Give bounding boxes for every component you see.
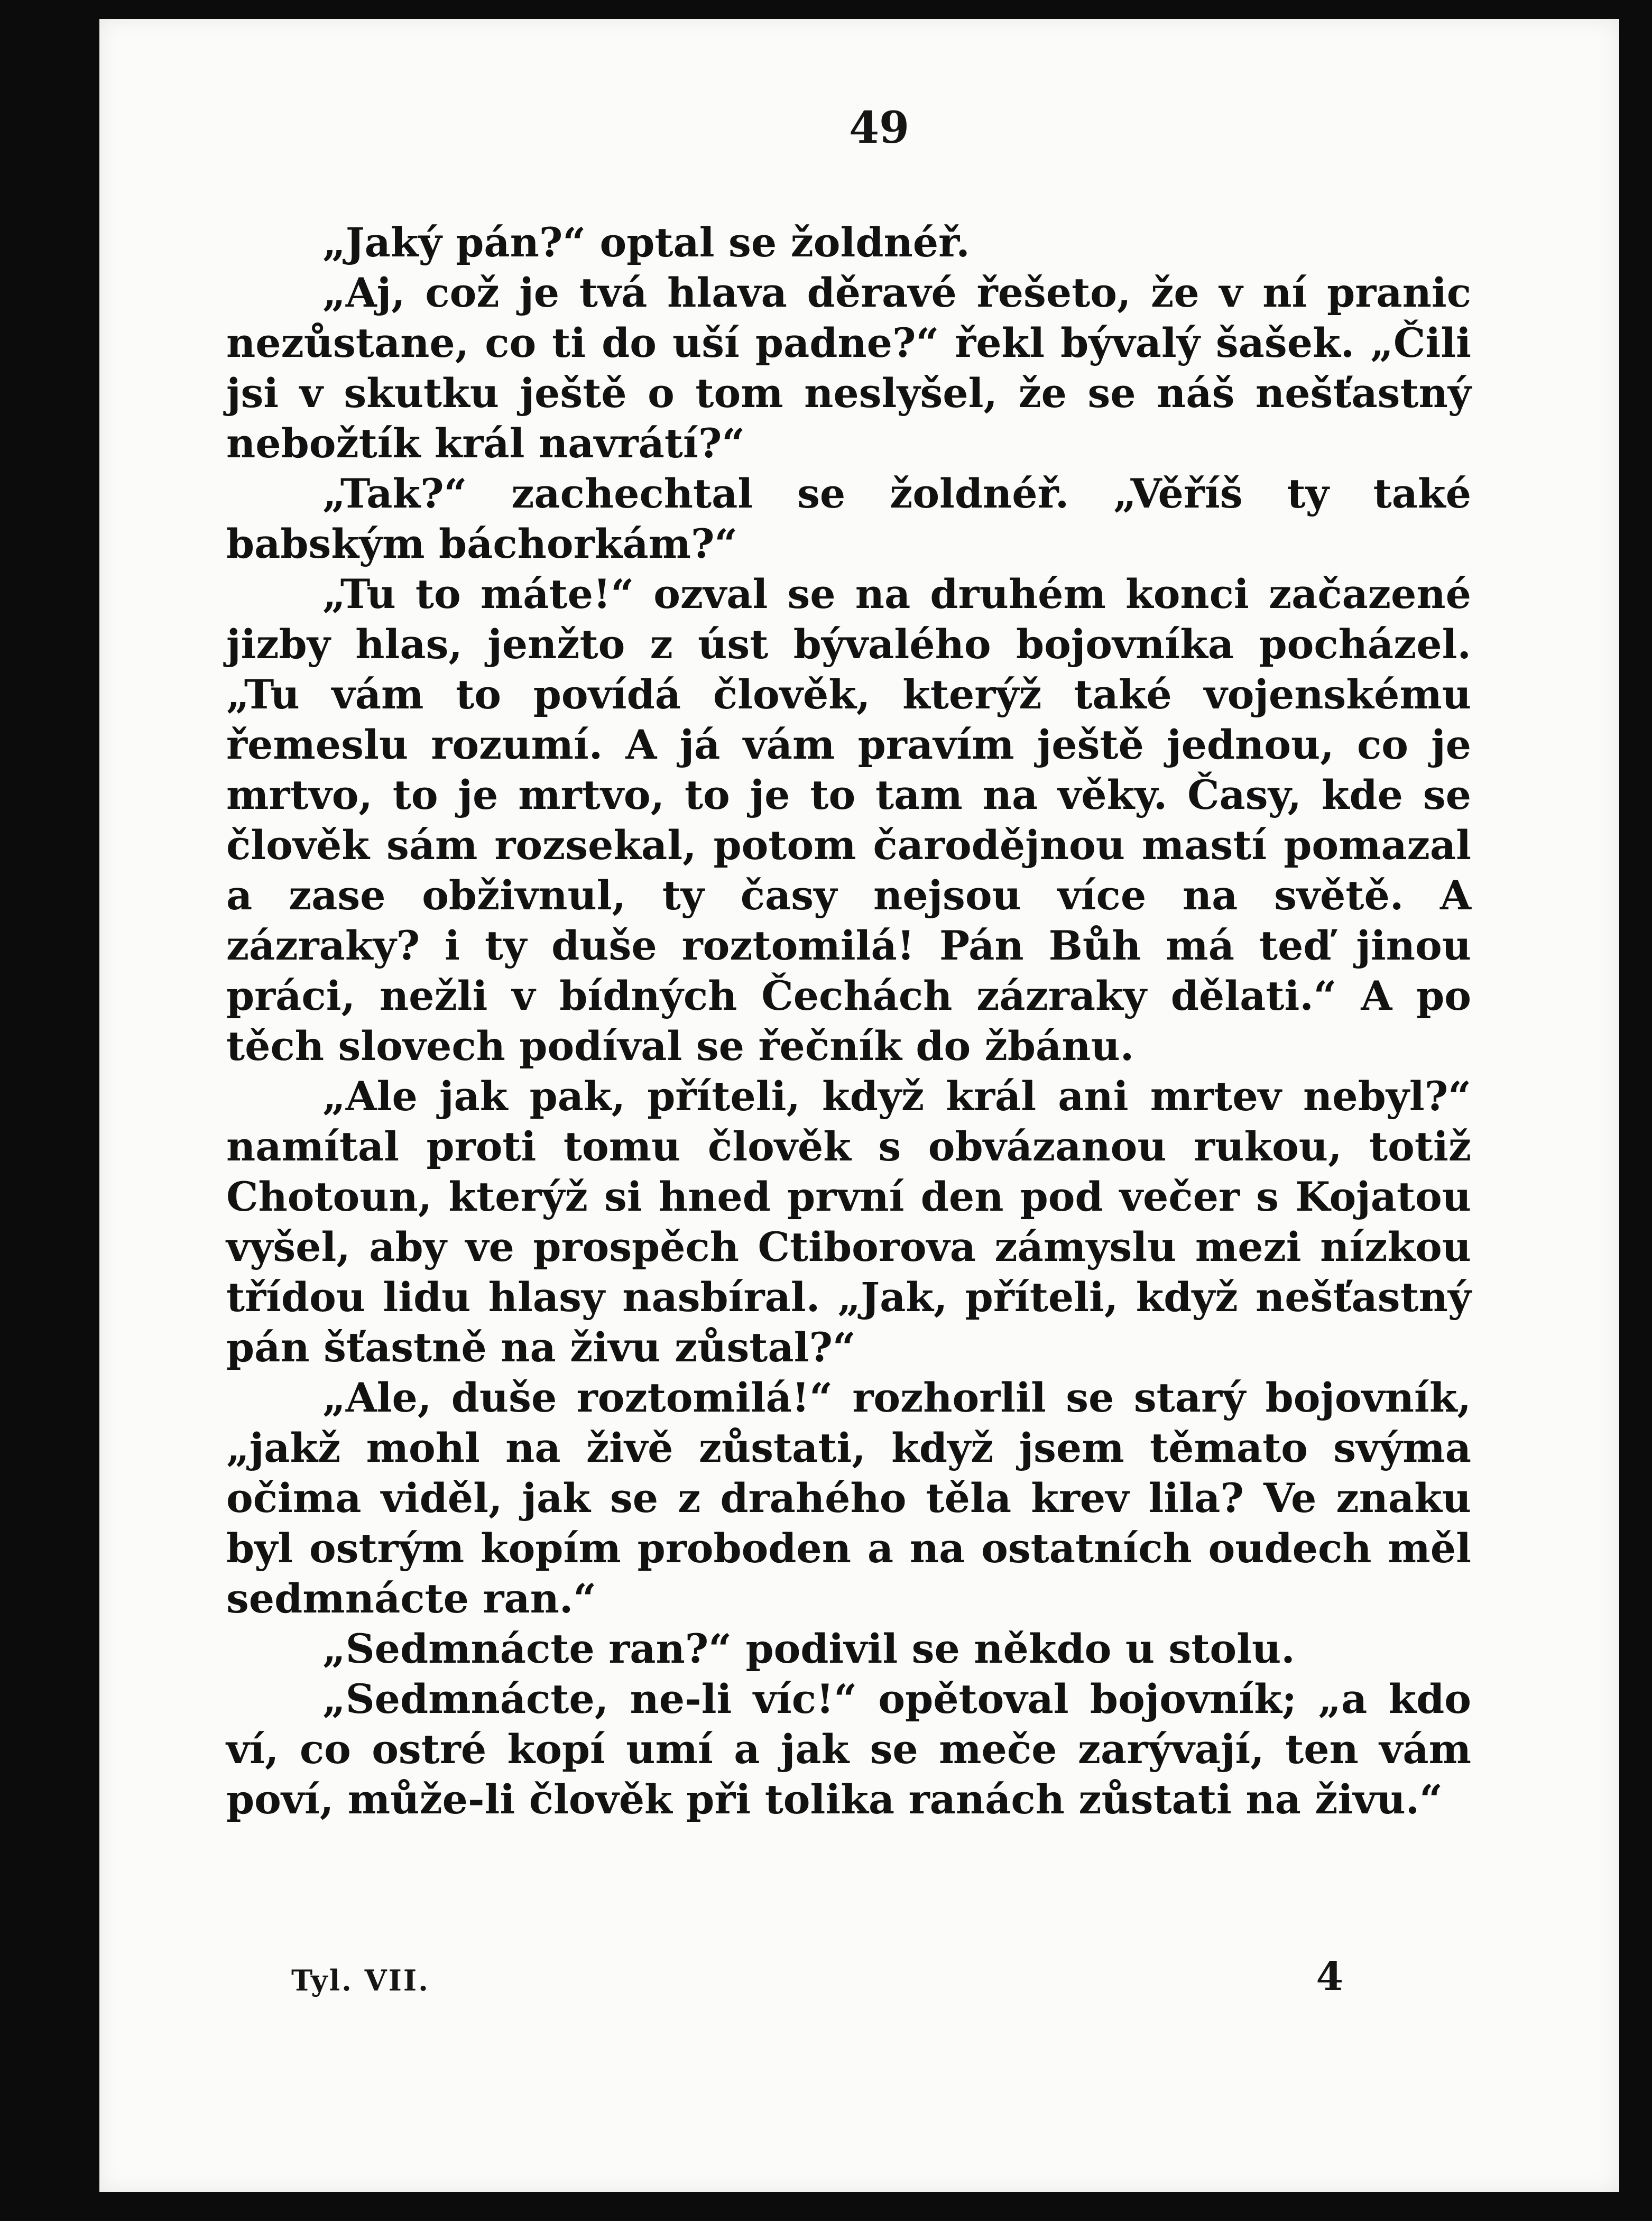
sheet-number: 4	[1316, 1954, 1343, 1999]
paragraph: „Ale jak pak, příteli, když král ani mrtev nebyl?“ namítal proti tomu člověk s obvázanou rukou, totiž Chotoun, kterýž si hned první den pod večer s Kojatou vyšel, aby ve prospěch Ctiborova zámyslu mezi nízkou třídou lidu hlasy nasbíral. „Jak, příteli, když nešťastný pán šťastně na živu zůstal?“	[226, 1073, 1471, 1371]
body-text	[226, 217, 1471, 1824]
paragraph: „Jaký pán?“ optal se žoldnéř.	[322, 219, 970, 266]
paragraph: „Aj, což je tvá hlava děravé řešeto, že v ní pranic nezůstane, co ti do uší padne?“ řekl bývalý šašek. „Čili jsi v skutku ještě o tom neslyšel, že se náš nešťastný nebožtík král navrátí?“	[226, 269, 1471, 467]
book-page	[99, 19, 1619, 2192]
paragraph: „Tak?“ zachechtal se žoldnéř. „Věříš ty také babským báchorkám?“	[226, 470, 1471, 567]
page-number: 49	[848, 103, 910, 153]
paragraph: „Sedmnácte ran?“ podivil se někdo u stolu.	[322, 1625, 1295, 1672]
printer-signature: Tyl. VII.	[291, 1964, 430, 1997]
paragraph: „Ale, duše roztomilá!“ rozhorlil se starý bojovník, „jakž mohl na živě zůstati, když jsem těmato svýma očima viděl, jak se z drahého těla krev lila? Ve znaku byl ostrým kopím proboden a na ostatních oudech měl sedmnácte ran.“	[226, 1374, 1471, 1622]
paragraph: „Sedmnácte, ne-li víc!“ opětoval bojovník; „a kdo ví, co ostré kopí umí a jak se meče zarývají, ten vám poví, může-li člověk při tolika ranách zůstati na živu.“	[226, 1675, 1471, 1823]
paragraph: „Tu to máte!“ ozval se na druhém konci začazené jizby hlas, jenžto z úst bývalého bojovníka pocházel. „Tu vám to povídá člověk, kterýž také vojenskému řemeslu rozumí. A já vám pravím ještě jednou, co je mrtvo, to je mrtvo, to je to tam na věky. Časy, kde se člověk sám rozsekal, potom čarodějnou mastí pomazal a zase obživnul, ty časy nejsou více na světě. A zázraky? i ty duše roztomilá! Pán Bůh má teď jinou práci, nežli v bídných Čechách zázraky dělati.“ A po těch slovech podíval se řečník do žbánu.	[226, 570, 1471, 1070]
